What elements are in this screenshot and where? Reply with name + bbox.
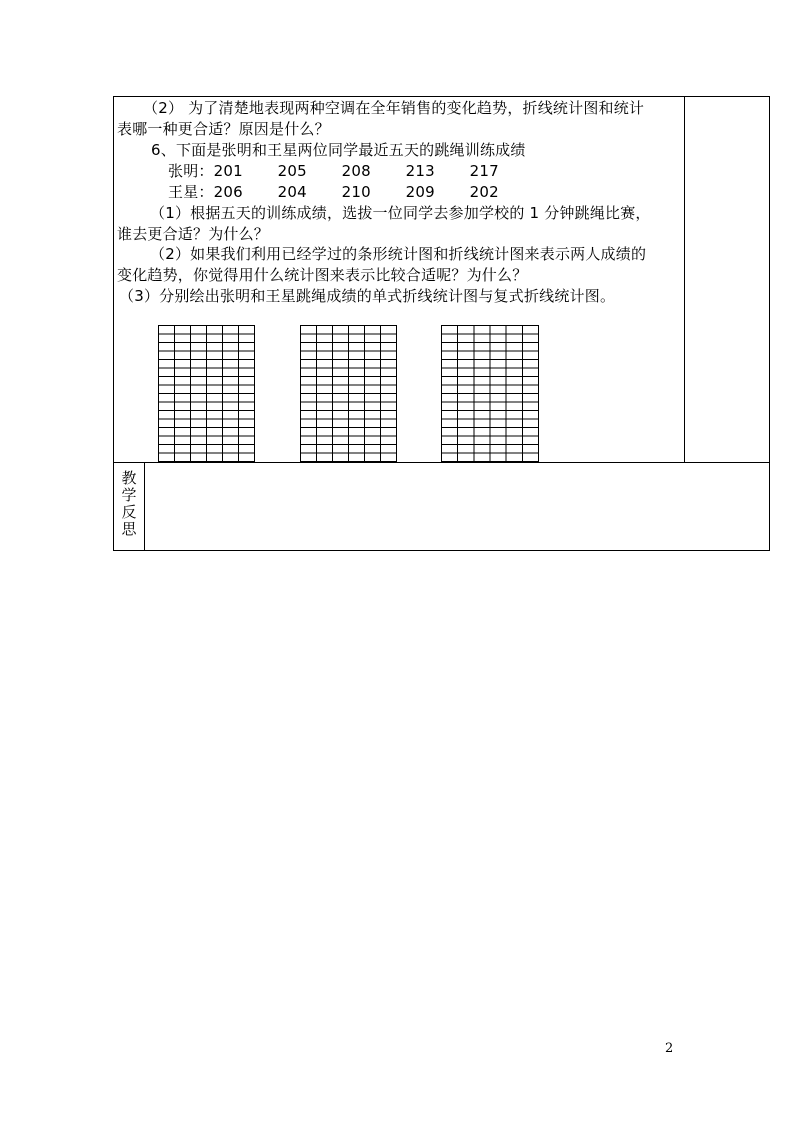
wang-row <box>168 182 534 202</box>
sub1-line1: （1）根据五天的训练成绩，选拔一位同学去参加学校的 1 分钟跳绳比赛， <box>150 204 651 222</box>
zhang-score: 205 <box>277 162 307 180</box>
blank-grid-3 <box>441 325 539 462</box>
zhang-score: 208 <box>341 162 371 180</box>
q2-line1: （2） 为了清楚地表现两种空调在全年销售的变化趋势，折线统计图和统计 <box>143 99 645 117</box>
reflection-content-area[interactable] <box>145 463 769 550</box>
sub2-line2: 变化趋势，你觉得用什么统计图来表示比较合适呢？为什么？ <box>117 266 528 284</box>
q6-title: 6、下面是张明和王星两位同学最近五天的跳绳训练成绩 <box>151 141 526 159</box>
sub1-line2: 谁去更合适？为什么？ <box>117 225 270 243</box>
wang-score: 210 <box>341 183 371 201</box>
zhang-label: 张明： <box>168 162 214 180</box>
q2-line2: 表哪一种更合适？原因是什么？ <box>117 120 330 138</box>
right-column-divider <box>684 96 685 463</box>
reflection-char: 思 <box>121 520 137 538</box>
reflection-label <box>116 470 142 538</box>
reflection-char: 反 <box>121 503 137 521</box>
reflection-char: 学 <box>121 486 137 504</box>
wang-score: 202 <box>469 183 499 201</box>
wang-score: 206 <box>213 183 243 201</box>
wang-label: 王星： <box>168 183 214 201</box>
zhang-score: 213 <box>405 162 435 180</box>
sub2-line1: （2）如果我们利用已经学过的条形统计图和折线统计图来表示两人成绩的 <box>150 245 647 263</box>
zhang-score: 217 <box>469 162 499 180</box>
blank-grid-1 <box>158 325 255 462</box>
page-number: 2 <box>665 1041 674 1056</box>
sub3-line1: （3）分别绘出张明和王星跳绳成绩的单式折线统计图与复式折线统计图。 <box>119 287 616 305</box>
blank-grid-2 <box>300 325 397 462</box>
zhang-row <box>168 161 534 181</box>
reflection-char: 教 <box>121 469 137 487</box>
wang-score: 209 <box>405 183 435 201</box>
zhang-score: 201 <box>213 162 243 180</box>
wang-score: 204 <box>277 183 307 201</box>
